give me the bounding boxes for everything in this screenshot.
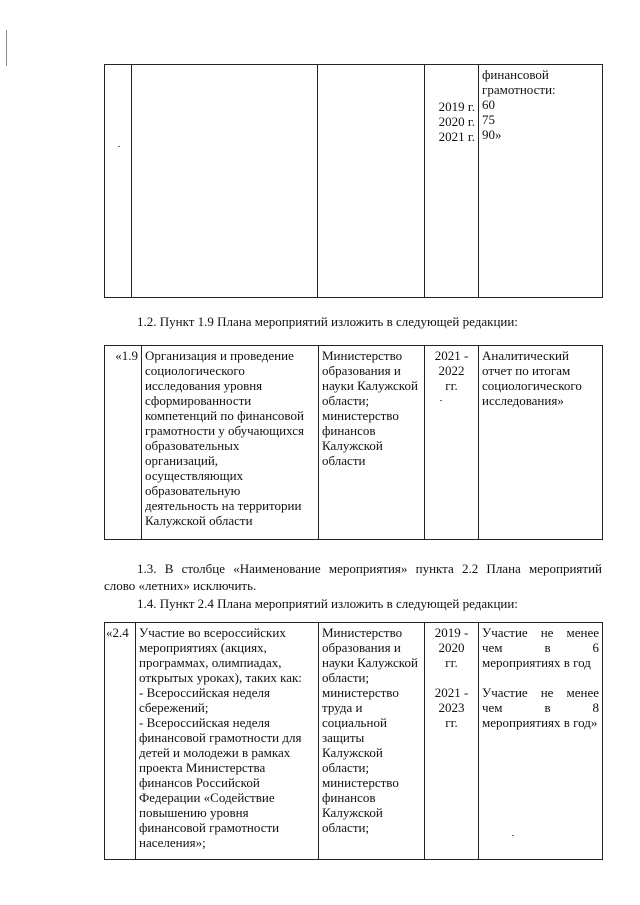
item-name: Участие во всероссийских мероприятиях (акциях, программах, олимпиадах, открытых уроках), таких как: - Всероссийская неделя сбережений; - Всероссийская неделя финансовой грамотности для детей и молодежи в рамках проекта Министерства финансов Российской Федерации «Содействие повышению уровня финансовой грамотности населения»;	[136, 623, 319, 860]
cell-years	[425, 65, 479, 298]
period-2019-2020: 2019 - 2020 гг.	[434, 625, 469, 670]
value-2021: 90»	[482, 127, 502, 142]
table-item-2-4	[104, 622, 603, 860]
year-2019: 2019 г.	[438, 99, 475, 114]
item-period: 2021 - 2022 гг.	[425, 346, 479, 540]
table-item-1-9	[104, 345, 603, 540]
item-number: «2.4	[105, 623, 136, 860]
year-2021: 2021 г.	[438, 129, 475, 144]
cell-result	[479, 65, 603, 298]
result-2019-2020: Участие не менее чем в 6 мероприятиях в год	[482, 625, 599, 670]
cell-executor	[318, 65, 425, 298]
item-name: Организация и проведение социологического исследования уровня сформированности компетенций по финансовой грамотности у обучающихся образовательных организаций, осуществляющих образовательную деятельность на территории Калужской области	[142, 346, 319, 540]
year-2020: 2020 г.	[438, 114, 475, 129]
cell-name	[132, 65, 318, 298]
item-executor: Министерство образования и науки Калужской области; министерство труда и социальной защиты Калужской области; министерство финансов Калужской области;	[319, 623, 425, 860]
paragraph-1-2: 1.2. Пункт 1.9 Плана мероприятий изложить в следующей редакции:	[137, 314, 518, 329]
paragraph-1-3: 1.3. В столбце «Наименование мероприятия» пункта 2.2 Плана мероприятий	[137, 561, 602, 576]
item-executor: Министерство образования и науки Калужской области; министерство финансов Калужской области	[319, 346, 425, 540]
margin-mark	[6, 30, 7, 66]
value-2019: 60	[482, 97, 495, 112]
item-result: Аналитический отчет по итогам социологического исследования»	[479, 346, 603, 540]
result-2021-2023: Участие не менее чем в 8 мероприятиях в год»	[482, 685, 599, 730]
item-result	[479, 623, 603, 860]
result-head: финансовой грамотности:	[482, 67, 556, 97]
period-2021-2023: 2021 - 2023 гг.	[434, 685, 469, 730]
paragraph-1-3-cont: слово «летних» исключить.	[104, 578, 257, 593]
item-period	[425, 623, 479, 860]
paragraph-1-4: 1.4. Пункт 2.4 Плана мероприятий изложить в следующей редакции:	[137, 596, 518, 611]
cell-num	[105, 65, 132, 298]
table-continuation	[104, 64, 603, 298]
item-number: «1.9	[105, 346, 142, 540]
value-2020: 75	[482, 112, 495, 127]
